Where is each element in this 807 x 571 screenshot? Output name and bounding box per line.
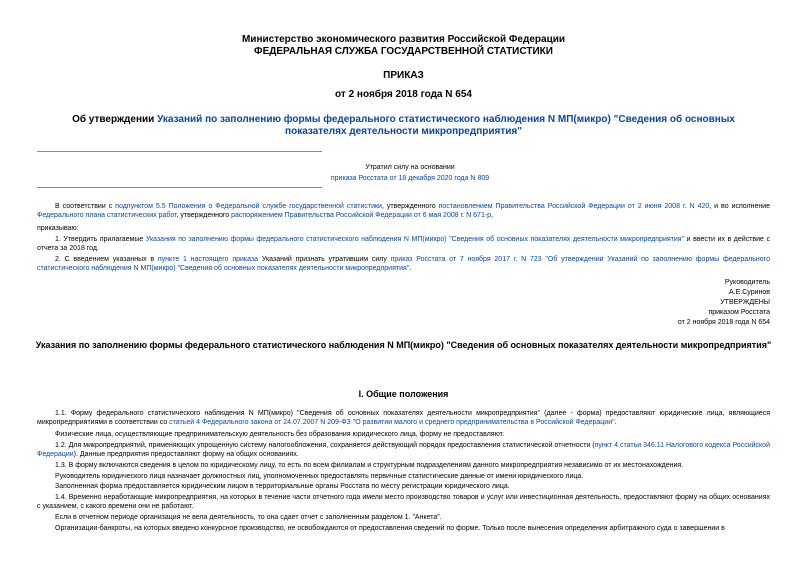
doc-type: ПРИКАЗ: [383, 70, 424, 81]
item-2-link-order[interactable]: приказ Росстата от 7 ноября 2017 г. N 723 "Об утверждении Указаний по заполнению формы федерального статистического наблюдения N МП(микро) "Сведения об основных показателях деятельности микропредприятия": [37, 256, 770, 272]
order-word: приказываю:: [37, 225, 79, 232]
preamble-text: , утвержденного: [176, 212, 232, 219]
tax-code-link[interactable]: пункт 4 статьи 346.11 Налогового кодекса Российской Федерации: [37, 442, 770, 458]
preamble-text: В соответствии с: [55, 203, 116, 210]
item-1-link[interactable]: Указания по заполнению формы федерального статистического наблюдения N МП(микро) "Сведения об основных показателях деятельности микропредприятия": [145, 236, 685, 243]
approved-date: от 2 ноября 2018 года N 654: [677, 319, 770, 326]
document-title: [40, 114, 767, 138]
item-text: 1. Утвердить прилагаемые: [55, 236, 146, 243]
item-2-link-clause[interactable]: пункте 1 настоящего приказа: [157, 256, 259, 263]
title-prefix: Об утверждении: [72, 114, 158, 125]
signer-role: Руководитель: [724, 279, 770, 286]
preamble-text: , утвержденного: [381, 203, 439, 210]
item-1: [37, 235, 770, 253]
law-209-link[interactable]: статьей 4 Федерального закона от 24.07.2007 N 209-ФЗ "О развитии малого и среднего предпринимательства в Российской Федерации": [169, 419, 615, 426]
item-text: .: [409, 265, 412, 272]
paragraph-text: .: [614, 419, 617, 426]
ministry-name: Министерство экономического развития Российской Федерации: [241, 34, 566, 45]
divider-bottom: [37, 187, 322, 188]
paragraph-text: 1.1. Форму федерального статистического наблюдения N МП(микро) "Сведения об основных показателях деятельности микропредприятия" (далее - форма) предоставляют юридические лица, являющиеся микропредприятиями в соответствии со: [37, 410, 770, 426]
section-1-p4: 1.3. В форму включаются сведения в целом по юридическому лицу, то есть по всем филиалам и структурным подразделениям данного микропредприятия независимо от их местонахождения.: [55, 462, 684, 469]
divider-top: [37, 151, 322, 152]
item-2: [37, 255, 770, 273]
section-1-p7: 1.4. Временно неработающие микропредприятия, на которых в течение части отчетного года имели место производство товаров и услуг или инвестиционная деятельность, предоставляют форму на общих основаниях с указанием, с какого времени они не работают.: [37, 494, 770, 510]
preamble: [37, 202, 770, 220]
section-1-p8: Если в отчетном периоде организация не вела деятельность, то она сдает отчет с заполненным разделом 1. "Анкета".: [55, 514, 442, 521]
preamble-text: ,: [491, 212, 494, 219]
status-note: [310, 163, 510, 183]
item-text: и ввести их в действие с отчета за 2018 год.: [37, 236, 770, 252]
section-1-p9: Организации-банкроты, на которых введено конкурсное производство, не освобождаются от предоставления сведений по форме. Только после вынесения определения арбитражного суда о завершении в: [55, 525, 725, 532]
section-1-p5: Руководитель юридического лица назначает должностных лиц, уполномоченных предоставлять первичные статистические данные от имени юридического лица.: [55, 473, 584, 480]
item-text: Указаний признать утратившим силу: [258, 256, 391, 263]
signature-block: [678, 278, 770, 328]
section-1-p2: Физические лица, осуществляющие предпринимательскую деятельность без образования юридического лица, форму не предоставляют.: [55, 431, 505, 438]
preamble-link-plan[interactable]: Федерального плана статистических работ: [37, 212, 177, 219]
instructions-title: Указания по заполнению формы федерального статистического наблюдения N МП(микро) "Сведения об основных показателях деятельности микропредприятия": [35, 340, 772, 350]
section-1-title: I. Общие положения: [358, 389, 449, 399]
preamble-link-decree[interactable]: постановлением Правительства Российской Федерации от 2 июня 2008 г. N 420: [438, 203, 710, 210]
status-link[interactable]: приказа Росстата от 18 декабря 2020 года N 809: [330, 175, 490, 182]
section-1-p6: Заполненная форма предоставляется юридическим лицом в территориальные органы Росстата по месту регистрации юридического лица.: [55, 483, 510, 490]
paragraph-text: 1.2. Для микропредприятий, применяющих упрощенную систему налогообложения, сохраняется действующий порядок предоставления статистической отчетности (: [55, 442, 595, 449]
approved-by: приказом Росстата: [708, 309, 770, 316]
section-1-p3: [37, 441, 770, 459]
preamble-link-order[interactable]: распоряжением Правительства Российской Федерации от 6 мая 2008 г. N 671-р: [231, 212, 492, 219]
item-text: 2. С введением указанных в: [55, 256, 158, 263]
section-1-p1: [37, 409, 770, 427]
preamble-text: , и во исполнение: [709, 203, 771, 210]
doc-date: от 2 ноября 2018 года N 654: [335, 89, 472, 100]
approved-label: УТВЕРЖДЕНЫ: [720, 299, 770, 306]
title-link[interactable]: Указаний по заполнению формы федерального статистического наблюдения N МП(микро) "Сведения об основных показателях деятельности микропредприятия": [157, 114, 735, 137]
signer-name: А.Е.Суринов: [729, 289, 770, 296]
preamble-link-regulation[interactable]: подпунктом 5.5 Положения о Федеральной службе государственной статистики: [115, 203, 382, 210]
paragraph-text: ). Данные предприятия предоставляют форму на общих основаниях.: [73, 451, 299, 458]
status-line: Утратил силу на основании: [365, 164, 455, 171]
service-name: ФЕДЕРАЛЬНАЯ СЛУЖБА ГОСУДАРСТВЕННОЙ СТАТИСТИКИ: [254, 46, 553, 57]
